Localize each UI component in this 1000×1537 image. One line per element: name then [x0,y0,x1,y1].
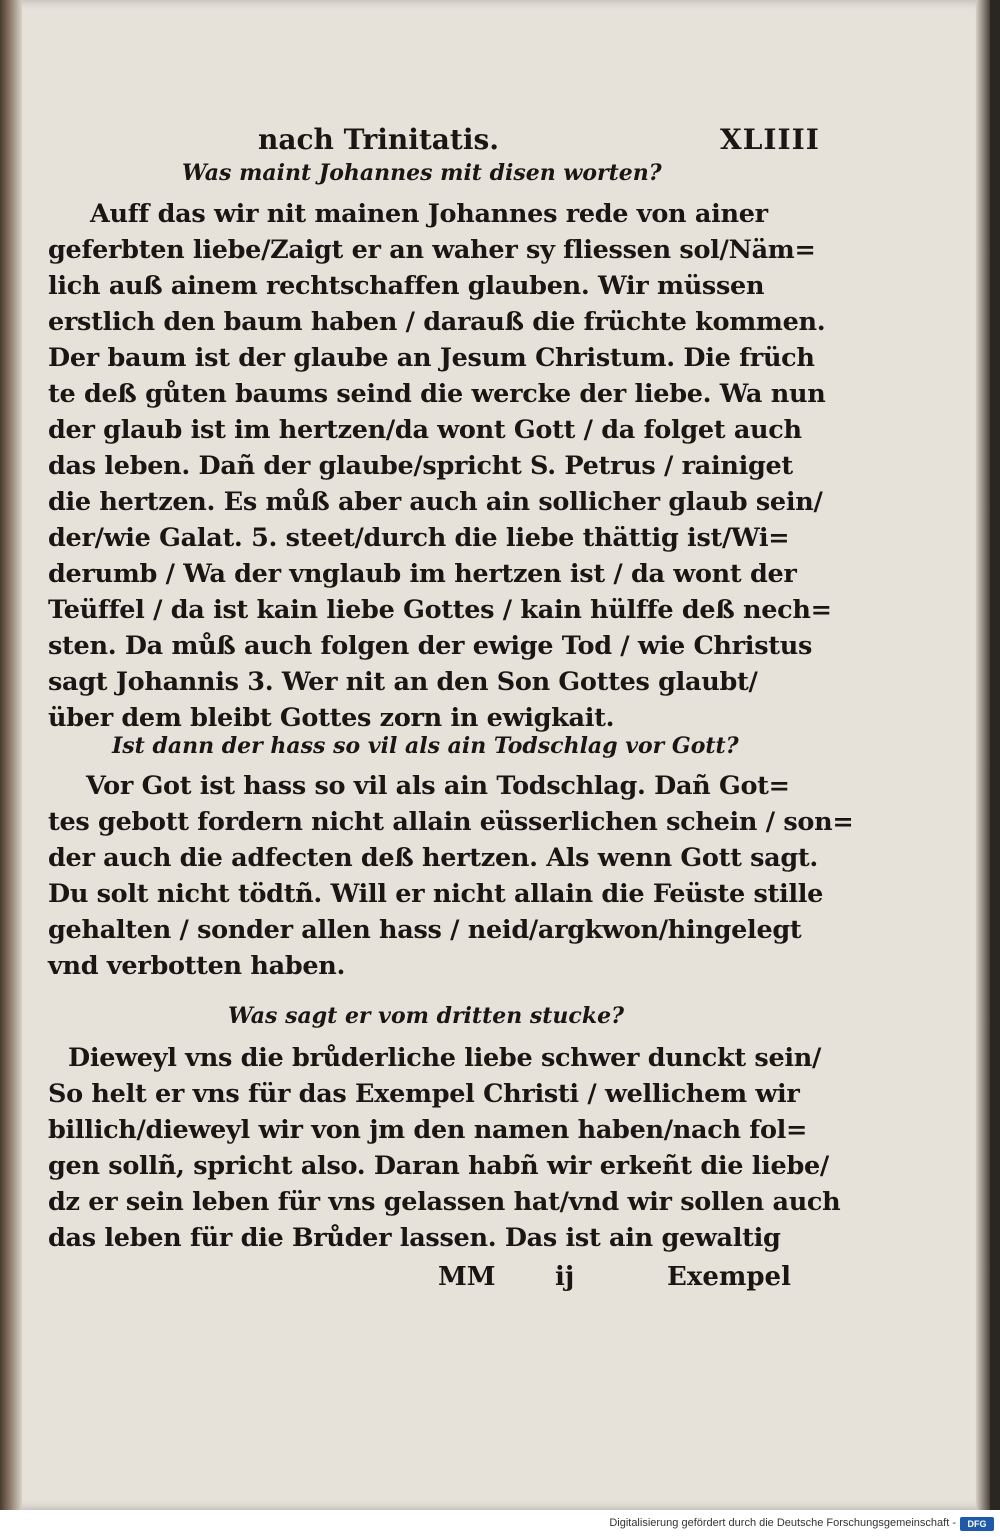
text-line: gehalten / sonder allen hass / neid/argkwon/hingelegt [48,915,802,945]
question-heading-1: Was maint Johannes mit disen worten? [182,160,662,186]
text-line: das leben für die Brůder lassen. Das ist ain gewaltig [48,1223,781,1253]
folio-number: XLIIII [720,123,820,156]
text-line: vnd verbotten haben. [48,951,346,981]
signature-mark: MM [438,1262,496,1292]
text-line: Teüffel / da ist kain liebe Gottes / kain hülffe deß nech= [48,595,832,625]
dfg-logo: DFG [960,1517,994,1531]
text-line: billich/dieweyl wir von jm den namen haben/nach fol= [48,1115,808,1145]
signature-number: ij [555,1262,575,1292]
text-line: der/wie Galat. 5. steet/durch die liebe thättig ist/Wi= [48,523,790,553]
text-line: der glaub ist im hertzen/da wont Gott / da folget auch [48,415,802,445]
catchword: Exempel [667,1262,791,1292]
paragraph-3 [48,1040,841,1256]
text-line: die hertzen. Es můß aber auch ain sollicher glaub sein/ [48,487,823,517]
running-title: nach Trinitatis. [258,123,499,156]
text-line: sagt Johannis 3. Wer nit an den Son Gottes glaubt/ [48,667,758,697]
paragraph-2 [48,768,854,984]
text-line: über dem bleibt Gottes zorn in ewigkait. [48,703,615,733]
question-heading-2: Ist dann der hass so vil als ain Todschlag vor Gott? [112,733,739,759]
text-line: der auch die adfecten deß hertzen. Als wenn Gott sagt. [48,843,818,873]
text-line: geferbten liebe/Zaigt er an waher sy fliessen sol/Näm= [48,235,816,265]
text-line: Vor Got ist hass so vil als ain Todschlag. Dañ Got= [86,771,790,801]
text-line: Auff das wir nit mainen Johannes rede von ainer [90,199,768,229]
text-line: dz er sein leben für vns gelassen hat/vnd wir sollen auch [48,1187,841,1217]
question-heading-3: Was sagt er vom dritten stucke? [228,1003,624,1029]
text-line: Du solt nicht tödtñ. Will er nicht allain die Feüste stille [48,879,824,909]
text-line: derumb / Wa der vnglaub im hertzen ist / da wont der [48,559,797,589]
text-line: das leben. Dañ der glaube/spricht S. Petrus / rainiget [48,451,793,481]
text-line: Dieweyl vns die brůderliche liebe schwer dunckt sein/ [68,1043,822,1073]
text-line: gen sollñ, spricht also. Daran habñ wir erkeñt die liebe/ [48,1151,829,1181]
text-line: erstlich den baum haben / darauß die früchte kommen. [48,307,826,337]
page-left-edge [0,0,22,1510]
text-line: So helt er vns für das Exempel Christi / wellichem wir [48,1079,800,1109]
funding-note: Digitalisierung gefördert durch die Deutsche Forschungsgemeinschaft - [609,1517,956,1529]
text-line: tes gebott fordern nicht allain eüsserlichen schein / son= [48,807,854,837]
text-line: te deß gůten baums seind die wercke der liebe. Wa nun [48,379,826,409]
paragraph-1 [48,196,832,736]
text-line: lich auß ainem rechtschaffen glauben. Wir müssen [48,271,765,301]
text-line: Der baum ist der glaube an Jesum Christum. Die früch [48,343,815,373]
text-line: sten. Da můß auch folgen der ewige Tod / wie Christus [48,631,813,661]
page-right-edge [976,0,990,1510]
